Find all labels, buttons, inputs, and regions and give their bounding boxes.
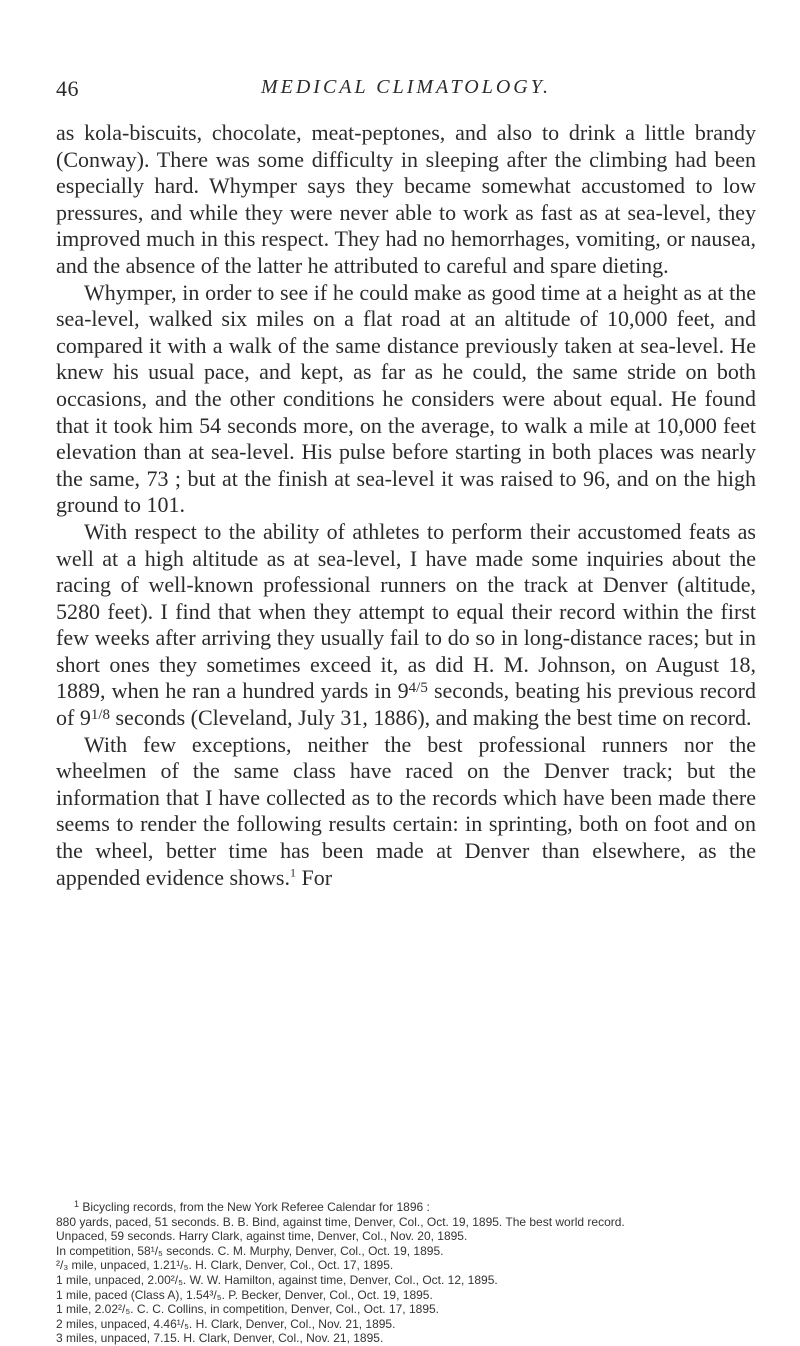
footnote-record-line: 1 mile, 2.02²/₅. C. C. Collins, in competition, Denver, Col., Oct. 17, 1895.	[56, 1302, 439, 1317]
running-title: MEDICAL CLIMATOLOGY.	[260, 76, 552, 98]
paragraph-2: Whymper, in order to see if he could make as good time at a height as at the sea-level, walked six miles on a flat road at an altitude of 10,000 feet, and compared it with a walk of the same distance previously taken at sea-level. He knew his usual pace, and kept, as far as he could, the same stride on both occasions, and the other conditions he considers were about equal. He found that it took him 54 seconds more, on the average, to walk a mile at 10,000 feet elevation than at sea-level. His pulse before starting in both places was nearly the same, 73 ; but at the finish at sea-level it was raised to 96, and on the high ground to 101.	[56, 279, 756, 518]
body-text	[56, 120, 756, 891]
running-head	[56, 76, 756, 106]
footnote-intro-text: Bicycling records, from the New York Referee Calendar for 1896 :	[82, 1200, 430, 1214]
footnote-record-line: 880 yards, paced, 51 seconds. B. B. Bind, against time, Denver, Col., Oct. 19, 1895. The best world record.	[56, 1214, 625, 1229]
paragraph-3-text-c: seconds (Cleveland, July 31, 1886), and making the best time on record.	[110, 705, 752, 731]
footnotes	[56, 1197, 756, 1346]
paragraph-4-text-a: With few exceptions, neither the best professional runners nor the wheelmen of the same class have raced on the Denver track; but the information that I have collected as to the records which have been made there seems to render the following results certain: in sprinting, both on foot and on the wheel, better time has been made at Denver than elsewhere, as the appended evidence shows.	[56, 731, 756, 890]
paragraph-4-text-b: For	[295, 864, 333, 890]
paragraph-3-text-b: seconds, beating his previous record of 9	[56, 678, 756, 731]
paragraph-4	[56, 732, 756, 892]
footnote-record-line: 1 mile, paced (Class A), 1.54³/₅. P. Becker, Denver, Col., Oct. 19, 1895.	[56, 1287, 433, 1302]
footnote-intro	[56, 1197, 756, 1215]
footnote-record-line: 2 miles, unpaced, 4.46¹/₅. H. Clark, Denver, Col., Nov. 21, 1895.	[56, 1316, 396, 1331]
fraction-four-fifths: 4/5	[408, 680, 428, 697]
footnote-reference: 1	[289, 865, 296, 880]
footnote-record-line: In competition, 58¹/₅ seconds. C. M. Murphy, Denver, Col., Oct. 19, 1895.	[56, 1243, 444, 1258]
footnote-mark: 1	[74, 1199, 80, 1209]
fraction-one-eighth: 1/8	[90, 707, 110, 724]
footnote-record-line: ²/₃ mile, unpaced, 1.21¹/₅. H. Clark, Denver, Col., Oct. 17, 1895.	[56, 1258, 394, 1273]
footnote-record-line: 3 miles, unpaced, 7.15. H. Clark, Denver, Col., Nov. 21, 1895.	[56, 1331, 384, 1346]
footnote-record-line: Unpaced, 59 seconds. Harry Clark, against time, Denver, Col., Nov. 20, 1895.	[56, 1229, 468, 1244]
paragraph-1: as kola-biscuits, chocolate, meat-peptones, and also to drink a little brandy (Conway). There was some difficulty in sleeping after the climbing had been especially hard. Whymper says they became somewhat accustomed to low pressures, and while they were never able to work as fast as at sea-level, they improved much in this respect. They had no hemorrhages, vomiting, or nausea, and the absence of the latter he attributed to careful and spare dieting.	[56, 120, 756, 278]
page-number: 46	[56, 76, 79, 101]
paragraph-3-text-a: With respect to the ability of athletes to perform their accustomed feats as well at a high altitude as at sea-level, I have made some inquiries about the racing of well-known professional runners on the track at Denver (altitude, 5280 feet). I find that when they attempt to equal their record within the first few weeks after arriving they usually fail to do so in long-distance races; but in short ones they sometimes exceed it, as did H. M. Johnson, on August 18, 1889, when he ran a hundred yards in 9	[56, 518, 756, 704]
footnote-record-line: 1 mile, unpaced, 2.00²/₅. W. W. Hamilton, against time, Denver, Col., Oct. 12, 1895.	[56, 1272, 498, 1287]
paragraph-3	[56, 519, 756, 732]
